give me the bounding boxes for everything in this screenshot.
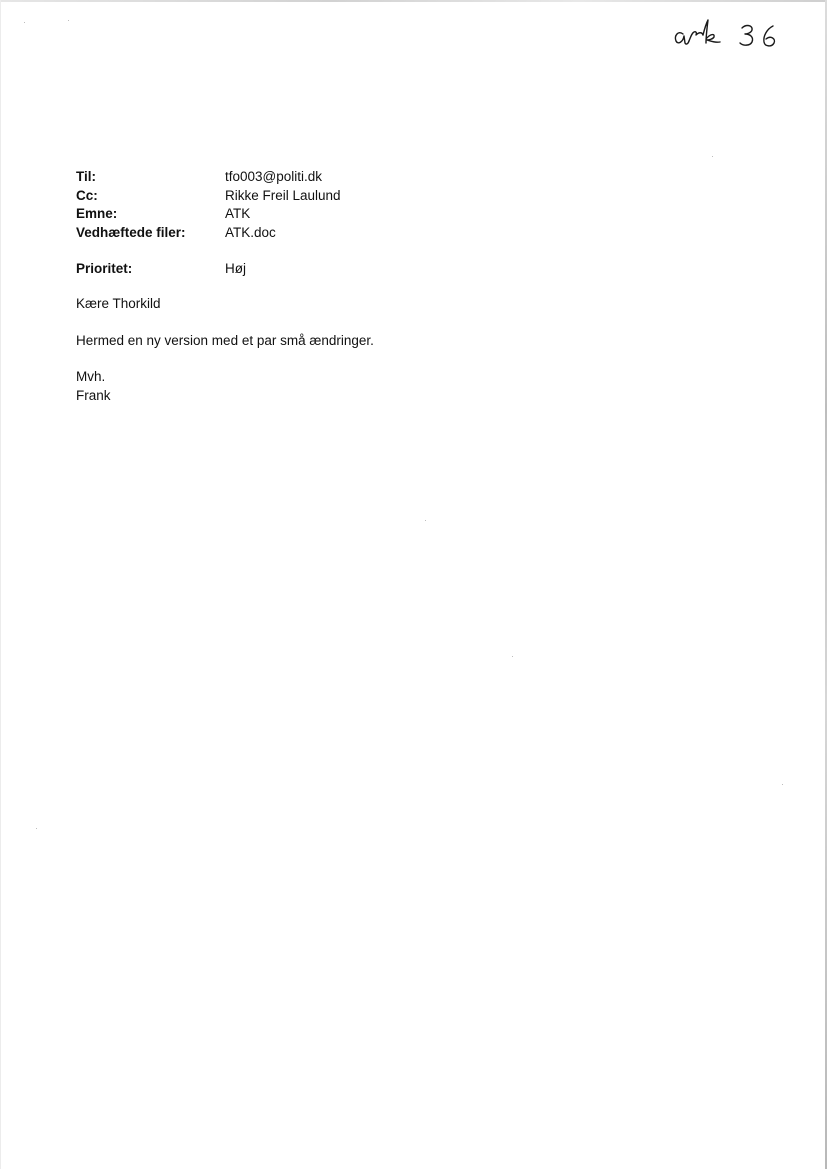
handwritten-annotation: [672, 14, 792, 54]
header-value-subject: ATK: [225, 206, 251, 221]
scan-speck: [24, 22, 25, 23]
header-row-cc: [76, 187, 636, 206]
email-message: Hermed en ny version med et par små ændringer.: [76, 332, 374, 348]
scan-edge-top: [0, 0, 827, 2]
header-label-cc: Cc:: [76, 187, 98, 203]
scan-speck: [425, 520, 426, 521]
email-closing: Mvh.: [76, 369, 106, 384]
email-signature: Frank: [76, 387, 111, 403]
header-value-to: tfo003@politi.dk: [225, 169, 323, 184]
scan-edge-left: [0, 0, 1, 1169]
header-row-attachments: [76, 224, 636, 243]
header-label-attachments: Vedhæftede filer:: [76, 224, 186, 240]
header-row-to: [76, 168, 636, 187]
email-header-block: [76, 168, 636, 279]
header-label-priority: Prioritet:: [76, 261, 133, 276]
email-body: [76, 295, 636, 405]
handwritten-annotation-drawing: [672, 14, 792, 54]
header-value-priority: Høj: [225, 261, 246, 276]
scan-speck: [68, 20, 69, 21]
scan-speck: [712, 156, 713, 157]
scan-speck: [782, 784, 783, 785]
scan-speck: [512, 656, 513, 657]
header-value-cc: Rikke Freil Laulund: [225, 187, 341, 203]
header-row-subject: [76, 205, 636, 224]
header-label-subject: Emne:: [76, 206, 118, 221]
header-label-to: Til:: [76, 169, 96, 184]
header-value-attachments: ATK.doc: [225, 224, 276, 240]
scan-speck: [36, 828, 37, 829]
header-row-priority: [76, 260, 636, 279]
email-greeting: Kære Thorkild: [76, 296, 161, 311]
